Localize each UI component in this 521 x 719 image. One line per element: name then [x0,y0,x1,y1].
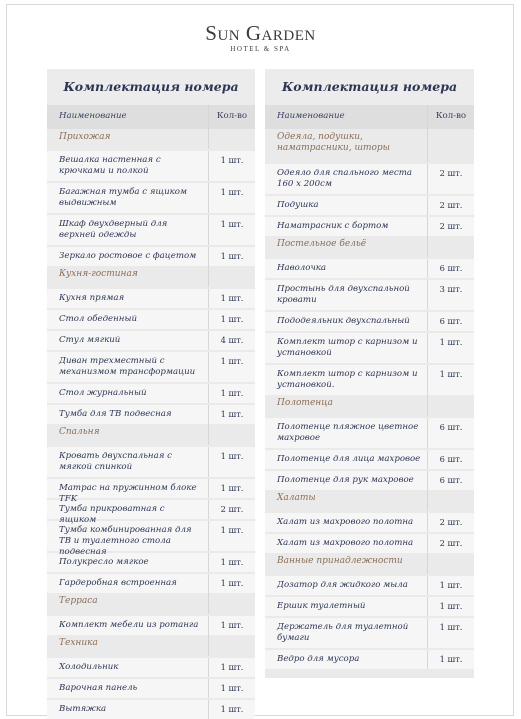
section-header [47,635,255,656]
brand-logo [0,22,521,53]
brand-name: Sun Garden [205,21,316,45]
item-quantity: 1 шт. [220,557,244,567]
item-quantity: 2 шт. [439,221,463,231]
table-row [265,215,474,236]
item-name: Подушка [265,196,428,215]
table-row [47,350,255,382]
section-header [265,236,474,257]
item-name: Стол обеденный [47,310,209,329]
item-quantity: 1 шт. [220,620,244,630]
item-quantity: 6 шт. [439,454,463,464]
item-quantity: 1 шт. [220,409,244,419]
item-name: Холодильник [47,658,209,677]
item-quantity [209,635,255,639]
item-name: Держатель для туалетной бумаги [265,618,428,648]
item-quantity: 1 шт. [220,293,244,303]
table-row [265,278,474,310]
item-quantity: 1 шт. [439,622,463,632]
item-quantity: 1 шт. [439,337,463,347]
item-quantity: 1 шт. [220,451,244,461]
item-name: Наволочка [265,259,428,278]
table-row [265,257,474,278]
item-name: Багажная тумба с ящиком выдвижным [47,183,209,213]
section-label: Ванные принадлежности [265,553,428,574]
item-quantity [209,593,255,597]
item-name: Тумба прикроватная с ящиком [47,500,209,519]
item-quantity: 1 шт. [220,251,244,261]
item-quantity [209,129,255,133]
table-row [47,698,255,719]
item-name: Кровать двухспальная с мягкой спинкой [47,447,209,477]
table-row [265,331,474,363]
item-quantity [428,490,474,494]
table-row [265,448,474,469]
item-name: Стул мягкий [47,331,209,350]
table-row [265,511,474,532]
section-label: Техника [47,635,209,656]
item-quantity: 1 шт. [220,683,244,693]
equipment-table-left [47,69,255,719]
item-quantity: 1 шт. [220,388,244,398]
item-quantity: 2 шт. [439,200,463,210]
section-label: Полотенца [265,395,428,416]
item-name: Халат из махрового полотна [265,534,428,553]
table-row [47,245,255,266]
item-quantity: 1 шт. [220,356,244,366]
item-name: Тумба для ТВ подвесная [47,405,209,424]
equipment-table-right [265,69,474,678]
table-row [47,287,255,308]
item-quantity: 1 шт. [220,525,244,535]
section-header [47,129,255,149]
table-row [265,194,474,215]
table-row [265,595,474,616]
item-name: Полукресло мягкое [47,553,209,572]
item-name: Дозатор для жидкого мыла [265,576,428,595]
section-header [265,553,474,574]
item-quantity [428,553,474,557]
item-name: Диван трехместный с механизмом трансформации [47,352,209,382]
section-label: Халаты [265,490,428,511]
column-header-qty: Кол-во [435,111,467,121]
item-quantity: 1 шт. [220,704,244,714]
item-name: Комплект мебели из ротанга [47,616,209,635]
table-row [47,329,255,350]
item-name: Полотенце пляжное цветное махровое [265,418,428,448]
item-quantity: 2 шт. [220,504,244,514]
table-row [47,656,255,677]
column-header-qty: Кол-во [216,111,248,121]
table-row [47,308,255,329]
item-quantity: 2 шт. [439,538,463,548]
item-quantity [428,236,474,240]
table-row [265,532,474,553]
item-name: Пододеяльник двухспальный [265,312,428,331]
table-row [47,403,255,424]
item-quantity [209,424,255,428]
item-quantity: 4 шт. [220,335,244,345]
item-quantity: 1 шт. [220,187,244,197]
item-quantity: 1 шт. [439,580,463,590]
item-quantity: 1 шт. [220,662,244,672]
item-name: Ершик туалетный [265,597,428,616]
table-row [265,162,474,194]
table-row [47,477,255,504]
item-name: Вешалка настенная с крючками и полкой [47,151,209,181]
item-quantity [209,266,255,270]
item-name: Комплект штор с карнизом и установкой [265,333,428,363]
table-header [47,105,255,129]
section-label: Кухня-гостиная [47,266,209,287]
item-quantity: 6 шт. [439,475,463,485]
table-row [47,572,255,593]
item-quantity: 1 шт. [220,483,244,493]
item-name: Гардеробная встроенная [47,574,209,593]
table-row [47,181,255,213]
table-row [47,519,255,557]
table-row [265,574,474,595]
item-name: Вытяжка [47,700,209,719]
section-label: Спальня [47,424,209,445]
item-name: Простынь для двухспальной кровати [265,280,428,310]
item-name: Шкаф двухдверный для верхней одежды [47,215,209,245]
item-name: Тумба комбинированная для ТВ и туалетного стола подвесная [47,521,209,551]
section-label: Прихожая [47,129,209,149]
table-row [47,551,255,572]
item-quantity: 1 шт. [439,654,463,664]
section-header [265,395,474,416]
section-header [47,593,255,614]
item-name: Зеркало ростовое с фацетом [47,247,209,266]
item-quantity: 1 шт. [220,578,244,588]
item-name: Стол журнальный [47,384,209,403]
item-name: Полотенце для рук махровое [265,471,428,490]
item-quantity: 6 шт. [439,263,463,273]
item-name: Халат из махрового полотна [265,513,428,532]
table-row [265,469,474,490]
item-quantity: 1 шт. [220,155,244,165]
table-row [47,677,255,698]
table-row [47,614,255,635]
item-quantity: 6 шт. [439,316,463,326]
item-name: Наматрасник с бортом [265,217,428,236]
item-quantity: 1 шт. [439,369,463,379]
table-body [265,129,474,669]
section-header [47,424,255,445]
table-row [265,416,474,448]
table-header [265,105,474,129]
item-name: Ведро для мусора [265,650,428,669]
item-quantity: 1 шт. [220,219,244,229]
item-quantity: 2 шт. [439,168,463,178]
section-header [265,129,474,162]
section-label: Терраса [47,593,209,614]
item-quantity [428,395,474,399]
item-quantity [428,129,474,133]
item-name: Кухня прямая [47,289,209,308]
table-row [47,213,255,245]
table-row [265,310,474,331]
table-row [47,149,255,181]
item-quantity: 3 шт. [439,284,463,294]
item-quantity: 1 шт. [439,601,463,611]
item-quantity: 6 шт. [439,422,463,432]
item-quantity: 1 шт. [220,314,244,324]
table-row [47,382,255,403]
item-name: Матрас на пружинном блоке TFK [47,479,209,498]
column-header-name: Наименование [265,105,428,129]
table-title: Комплектация номера [47,69,255,105]
table-row [265,363,474,395]
item-name: Одеяло для спального места 160 х 200см [265,164,428,194]
table-row [265,648,474,669]
column-header-name: Наименование [47,105,209,129]
table-row [265,616,474,648]
item-name: Варочная панель [47,679,209,698]
section-header [47,266,255,287]
section-header [265,490,474,511]
table-body [47,129,255,719]
table-title: Комплектация номера [265,69,474,105]
section-label: Постельное бельё [265,236,428,257]
item-quantity: 2 шт. [439,517,463,527]
section-label: Одеяла, подушки, наматрасники, шторы [265,129,428,162]
brand-subtitle: HOTEL & SPA [230,45,291,53]
item-name: Комплект штор с карнизом и установкой. [265,365,428,395]
item-name: Полотенце для лица махровое [265,450,428,469]
table-row [47,498,255,525]
table-row [47,445,255,477]
